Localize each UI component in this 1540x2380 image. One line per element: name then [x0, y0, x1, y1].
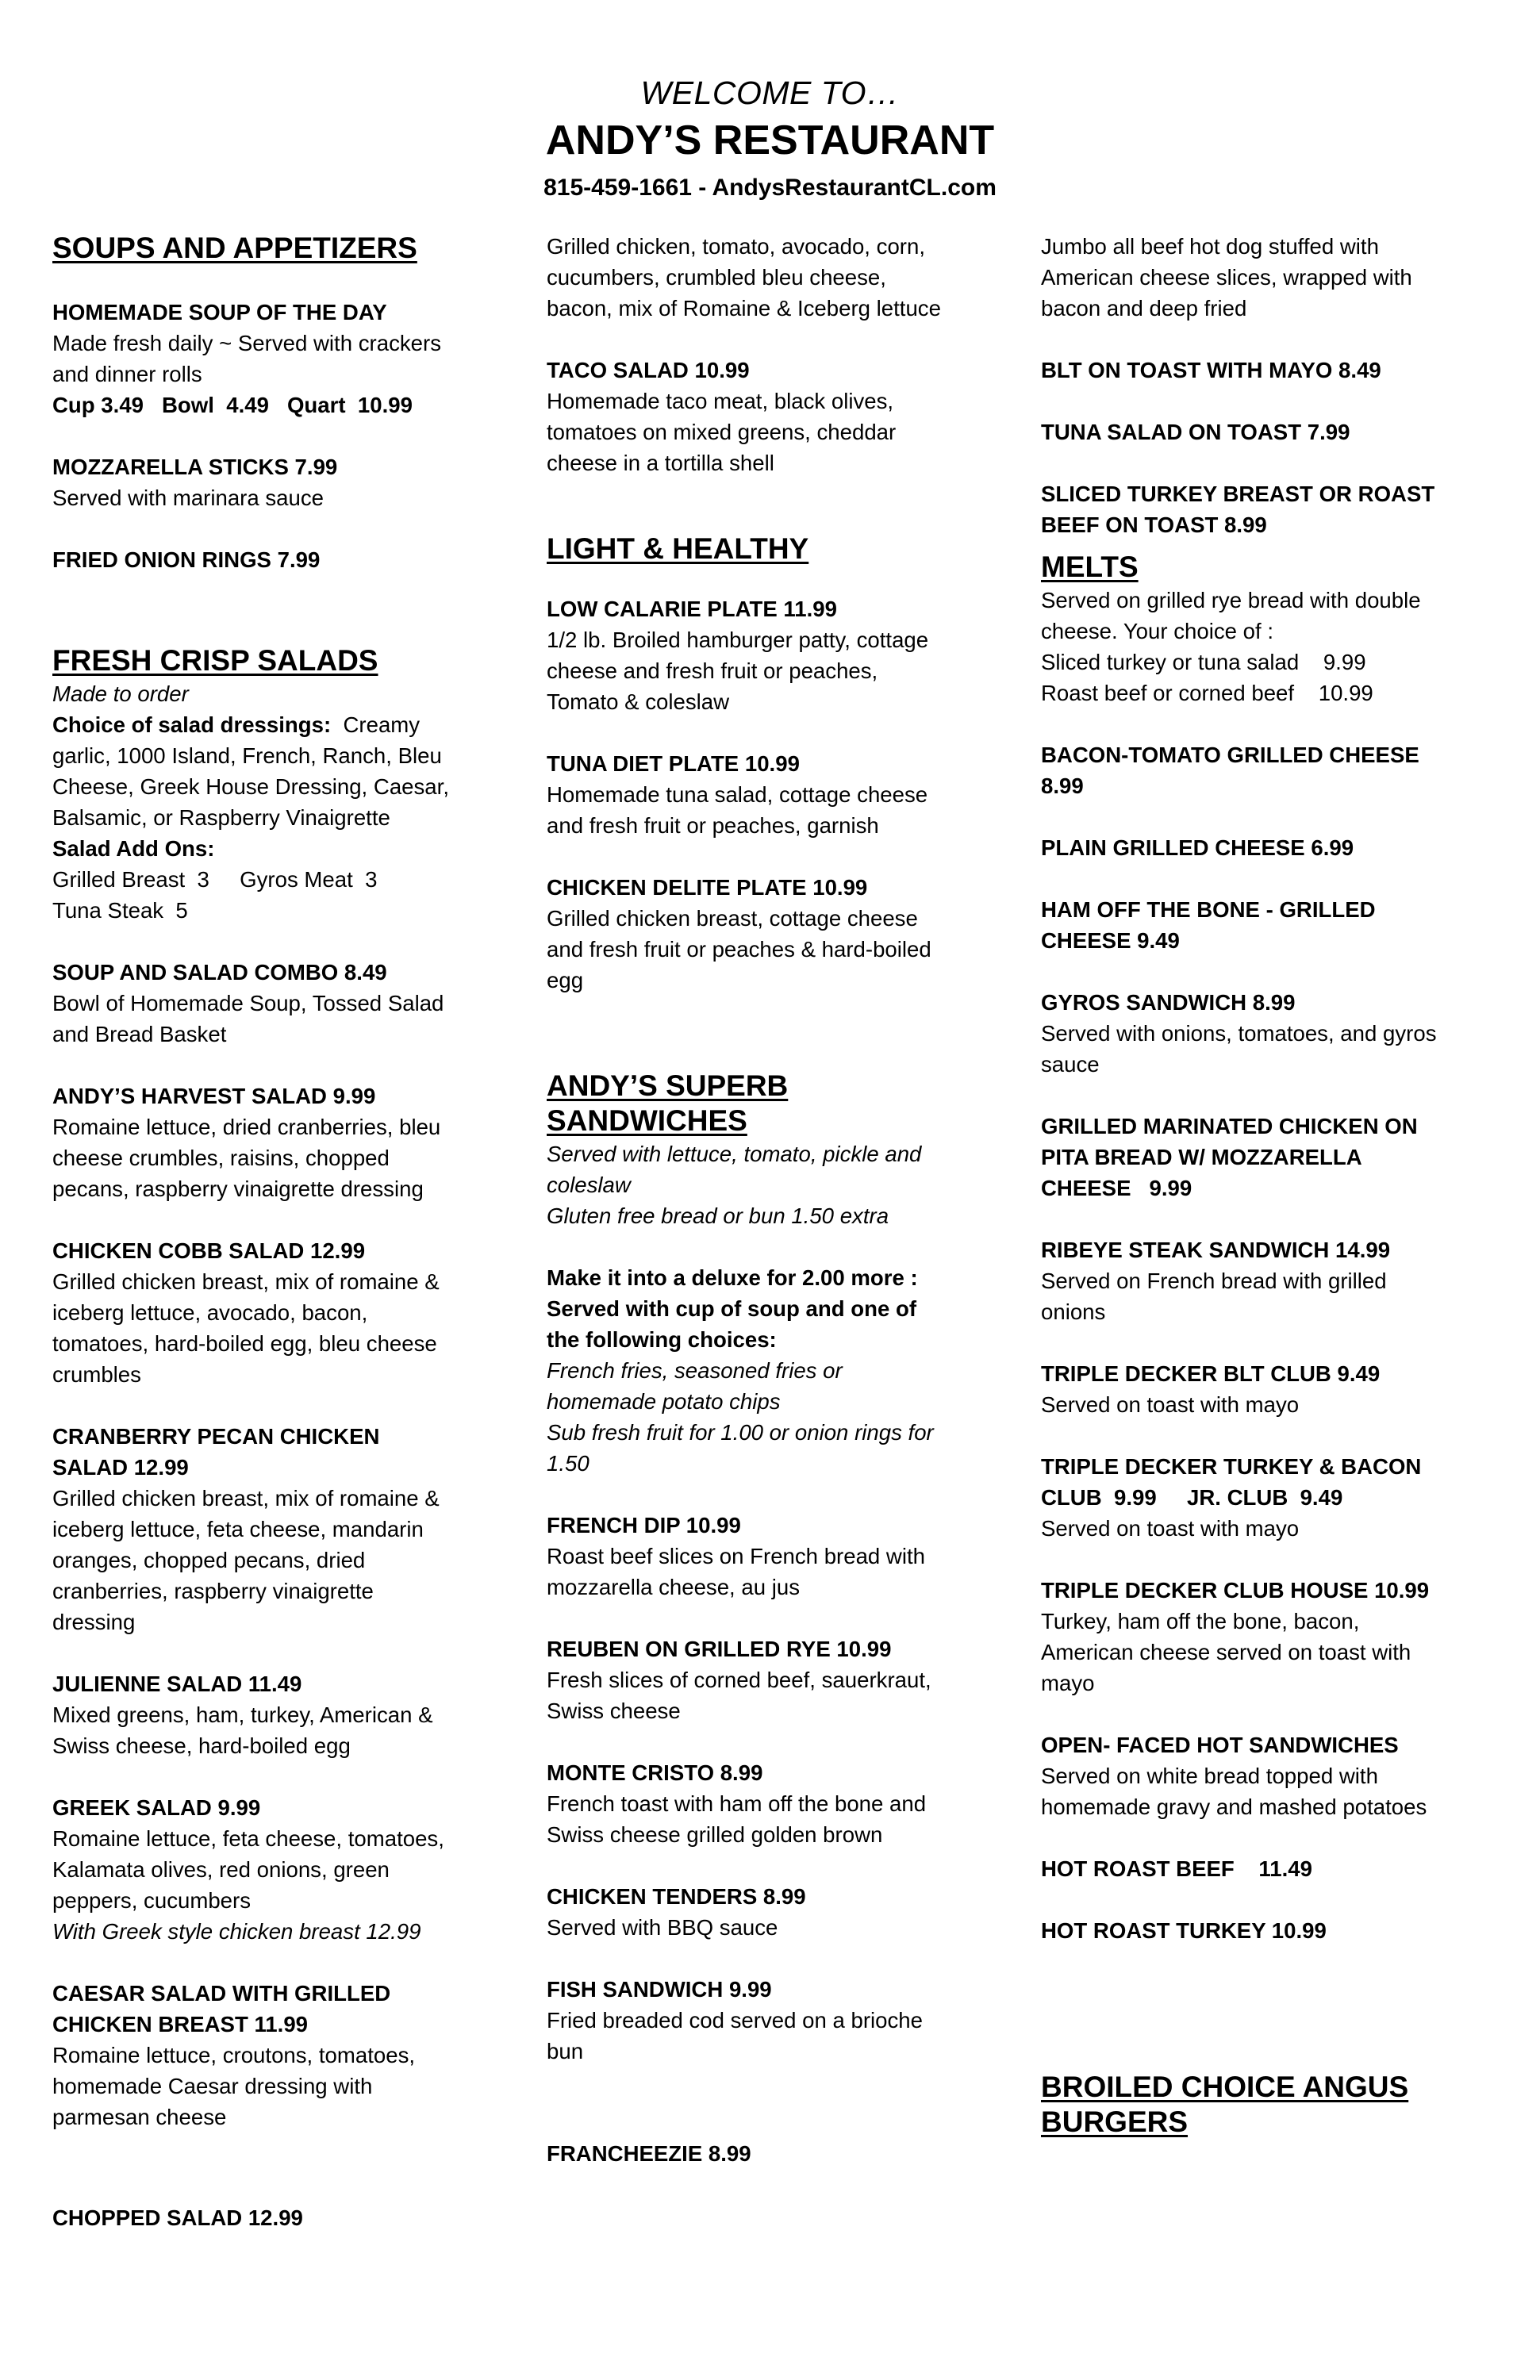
- item-desc: 1/2 lb. Broiled hamburger patty, cottage: [547, 628, 929, 652]
- item-prices: Cup 3.49 Bowl 4.49 Quart 10.99: [52, 393, 413, 417]
- item-desc: Served on grilled rye bread with double: [1041, 588, 1421, 612]
- section-note: Served with lettuce, tomato, pickle and: [547, 1142, 922, 1166]
- section-title-burgers-2: BURGERS: [1041, 2106, 1189, 2138]
- item-name: RIBEYE STEAK SANDWICH 14.99: [1041, 1238, 1391, 1262]
- item-desc: American cheese slices, wrapped with: [1041, 265, 1412, 290]
- section-title-sandwiches-2: SANDWICHES: [547, 1104, 747, 1137]
- item-name: TRIPLE DECKER BLT CLUB 9.49: [1041, 1361, 1381, 1386]
- item-desc: Swiss cheese grilled golden brown: [547, 1822, 883, 1847]
- menu-header: [0, 73, 1540, 205]
- item-name: OPEN- FACED HOT SANDWICHES: [1041, 1733, 1399, 1757]
- item-name: HOT ROAST TURKEY 10.99: [1041, 1918, 1327, 1943]
- item-name: CRANBERRY PECAN CHICKEN: [52, 1424, 380, 1449]
- item-desc: tomatoes, hard-boiled egg, bleu cheese: [52, 1331, 437, 1356]
- dressings-label: Choice of salad dressings:: [52, 712, 332, 737]
- item-desc: Sliced turkey or tuna salad 9.99: [1041, 650, 1366, 674]
- item-desc: peppers, cucumbers: [52, 1888, 252, 1913]
- item-desc: mozzarella cheese, au jus: [547, 1575, 801, 1599]
- addons-line: Grilled Breast 3 Gyros Meat 3: [52, 867, 378, 892]
- item-desc: Mixed greens, ham, turkey, American &: [52, 1702, 433, 1727]
- item-desc: Served with onions, tomatoes, and gyros: [1041, 1021, 1437, 1046]
- deluxe-choice: homemade potato chips: [547, 1389, 781, 1414]
- item-desc: Grilled chicken breast, cottage cheese: [547, 906, 918, 931]
- menu-column-middle: [547, 231, 991, 2169]
- item-name: CHICKEN DELITE PLATE 10.99: [547, 875, 868, 900]
- section-title-soups: SOUPS AND APPETIZERS: [52, 232, 417, 264]
- item-desc: Served on toast with mayo: [1041, 1392, 1300, 1417]
- item-desc: Roast beef slices on French bread with: [547, 1544, 926, 1568]
- section-title-melts: MELTS: [1041, 551, 1139, 583]
- item-desc: pecans, raspberry vinaigrette dressing: [52, 1177, 424, 1201]
- addons-line: Tuna Steak 5: [52, 898, 188, 923]
- item-desc: Swiss cheese, hard-boiled egg: [52, 1733, 351, 1758]
- item-desc: cranberries, raspberry vinaigrette: [52, 1579, 374, 1603]
- item-desc: homemade Caesar dressing with: [52, 2074, 373, 2098]
- item-name: TRIPLE DECKER CLUB HOUSE 10.99: [1041, 1578, 1430, 1603]
- item-desc: Grilled chicken breast, mix of romaine &: [52, 1486, 440, 1511]
- item-name: ANDY’S HARVEST SALAD 9.99: [52, 1084, 376, 1108]
- item-desc: cheese and fresh fruit or peaches,: [547, 658, 878, 683]
- item-desc: Grilled chicken breast, mix of romaine &: [52, 1269, 440, 1294]
- item-desc: garlic, 1000 Island, French, Ranch, Bleu: [52, 743, 442, 768]
- item-name: PLAIN GRILLED CHEESE 6.99: [1041, 835, 1354, 860]
- item-name: CHICKEN COBB SALAD 12.99: [52, 1238, 366, 1263]
- item-desc: Cheese, Greek House Dressing, Caesar,: [52, 774, 449, 799]
- item-name: SOUP AND SALAD COMBO 8.49: [52, 960, 387, 985]
- item-name: CLUB 9.99 JR. CLUB 9.49: [1041, 1485, 1343, 1510]
- item-desc: iceberg lettuce, avocado, bacon,: [52, 1300, 368, 1325]
- item-desc: Tomato & coleslaw: [547, 689, 730, 714]
- item-desc: Served on French bread with grilled: [1041, 1269, 1387, 1293]
- item-desc: Jumbo all beef hot dog stuffed with: [1041, 234, 1379, 259]
- item-name: CAESAR SALAD WITH GRILLED: [52, 1981, 391, 2006]
- item-name: HAM OFF THE BONE - GRILLED: [1041, 897, 1376, 922]
- deluxe-choice: Sub fresh fruit for 1.00 or onion rings for: [547, 1420, 934, 1445]
- item-name: CHEESE 9.49: [1041, 928, 1180, 953]
- item-desc: Roast beef or corned beef 10.99: [1041, 681, 1373, 705]
- item-desc: French toast with ham off the bone and: [547, 1791, 927, 1816]
- deluxe-text: the following choices:: [547, 1327, 777, 1352]
- item-desc: Romaine lettuce, feta cheese, tomatoes,: [52, 1826, 444, 1851]
- item-desc: cheese in a tortilla shell: [547, 451, 774, 475]
- item-name: CHOPPED SALAD 12.99: [52, 2205, 303, 2230]
- item-name: CHICKEN TENDERS 8.99: [547, 1884, 806, 1909]
- item-desc: and Bread Basket: [52, 1022, 227, 1046]
- item-desc: cheese. Your choice of :: [1041, 619, 1274, 643]
- item-desc: oranges, chopped pecans, dried: [52, 1548, 366, 1572]
- item-desc: Kalamata olives, red onions, green: [52, 1857, 390, 1882]
- dressings-line: [52, 709, 497, 740]
- item-name: FRENCH DIP 10.99: [547, 1513, 741, 1537]
- item-name: CHICKEN BREAST 11.99: [52, 2012, 309, 2036]
- item-desc: Homemade tuna salad, cottage cheese: [547, 782, 928, 807]
- section-title-light: LIGHT & HEALTHY: [547, 532, 809, 565]
- item-name: TACO SALAD 10.99: [547, 358, 750, 382]
- item-desc: cucumbers, crumbled bleu cheese,: [547, 265, 886, 290]
- item-desc: Turkey, ham off the bone, bacon,: [1041, 1609, 1360, 1633]
- item-desc: parmesan cheese: [52, 2105, 227, 2129]
- section-title-burgers: BROILED CHOICE ANGUS: [1041, 2071, 1409, 2103]
- item-desc: Served with marinara sauce: [52, 486, 325, 510]
- item-name: TUNA SALAD ON TOAST 7.99: [1041, 420, 1350, 444]
- item-desc: egg: [547, 968, 584, 992]
- item-name: REUBEN ON GRILLED RYE 10.99: [547, 1637, 892, 1661]
- item-desc: Served on white bread topped with: [1041, 1764, 1378, 1788]
- item-desc: iceberg lettuce, feta cheese, mandarin: [52, 1517, 424, 1541]
- item-desc: Bowl of Homemade Soup, Tossed Salad: [52, 991, 444, 1015]
- item-name: BACON-TOMATO GRILLED CHEESE: [1041, 743, 1419, 767]
- item-name: SALAD 12.99: [52, 1455, 189, 1480]
- section-title-sandwiches: ANDY’S SUPERB: [547, 1069, 789, 1102]
- menu-column-left: [52, 231, 497, 2233]
- item-desc: and fresh fruit or peaches, garnish: [547, 813, 879, 838]
- item-name: GRILLED MARINATED CHICKEN ON: [1041, 1114, 1418, 1138]
- item-desc: Served on toast with mayo: [1041, 1516, 1300, 1541]
- item-name: MOZZARELLA STICKS 7.99: [52, 455, 338, 479]
- dressings-first: Creamy: [331, 712, 421, 737]
- item-desc: Served with BBQ sauce: [547, 1915, 778, 1940]
- addons-label: Salad Add Ons:: [52, 836, 215, 861]
- item-desc: crumbles: [52, 1362, 141, 1387]
- deluxe-choice: French fries, seasoned fries or: [547, 1358, 843, 1383]
- deluxe-choice: 1.50: [547, 1451, 590, 1476]
- item-desc: Swiss cheese: [547, 1699, 681, 1723]
- section-note: coleslaw: [547, 1173, 631, 1197]
- item-desc: and fresh fruit or peaches & hard-boiled: [547, 937, 931, 962]
- item-desc: and dinner rolls: [52, 362, 202, 386]
- item-desc: Romaine lettuce, dried cranberries, bleu: [52, 1115, 441, 1139]
- item-desc: Fried breaded cod served on a brioche: [547, 2008, 923, 2033]
- item-desc: Homemade taco meat, black olives,: [547, 389, 894, 413]
- item-name: BLT ON TOAST WITH MAYO 8.49: [1041, 358, 1381, 382]
- item-name: JULIENNE SALAD 11.49: [52, 1672, 302, 1696]
- welcome-text: WELCOME TO…: [640, 75, 900, 111]
- item-name: GREEK SALAD 9.99: [52, 1795, 261, 1820]
- item-desc: Grilled chicken, tomato, avocado, corn,: [547, 234, 925, 259]
- item-name: LOW CALARIE PLATE 11.99: [547, 597, 837, 621]
- item-name: SLICED TURKEY BREAST OR ROAST: [1041, 482, 1435, 506]
- item-name: MONTE CRISTO 8.99: [547, 1760, 763, 1785]
- item-name: 8.99: [1041, 774, 1084, 798]
- section-note: Gluten free bread or bun 1.50 extra: [547, 1203, 889, 1228]
- item-name: PITA BREAD W/ MOZZARELLA: [1041, 1145, 1362, 1169]
- item-desc: mayo: [1041, 1671, 1095, 1695]
- item-name: BEEF ON TOAST 8.99: [1041, 512, 1267, 537]
- item-desc: Fresh slices of corned beef, sauerkraut,: [547, 1668, 931, 1692]
- item-desc: Made fresh daily ~ Served with crackers: [52, 331, 441, 355]
- deluxe-text: Served with cup of soup and one of: [547, 1296, 917, 1321]
- restaurant-name: ANDY’S RESTAURANT: [545, 117, 995, 163]
- item-desc: bacon, mix of Romaine & Iceberg lettuce: [547, 296, 941, 321]
- item-name: FRANCHEEZIE 8.99: [547, 2141, 751, 2166]
- item-name: CHEESE 9.99: [1041, 1176, 1192, 1200]
- item-name: HOMEMADE SOUP OF THE DAY: [52, 300, 387, 324]
- item-desc: onions: [1041, 1299, 1106, 1324]
- menu-column-right: [1041, 231, 1485, 2140]
- item-name: HOT ROAST BEEF 11.49: [1041, 1856, 1312, 1881]
- item-desc: tomatoes on mixed greens, cheddar: [547, 420, 897, 444]
- item-desc: American cheese served on toast with: [1041, 1640, 1411, 1664]
- section-note: Made to order: [52, 681, 189, 706]
- item-desc: bacon and deep fried: [1041, 296, 1247, 321]
- item-name: FRIED ONION RINGS 7.99: [52, 547, 321, 572]
- item-note: With Greek style chicken breast 12.99: [52, 1919, 421, 1944]
- deluxe-text: Make it into a deluxe for 2.00 more :: [547, 1265, 918, 1290]
- section-title-salads: FRESH CRISP SALADS: [52, 644, 378, 677]
- item-name: TUNA DIET PLATE 10.99: [547, 751, 800, 776]
- contact-line: 815-459-1661 - AndysRestaurantCL.com: [543, 175, 997, 201]
- item-desc: cheese crumbles, raisins, chopped: [52, 1146, 390, 1170]
- item-desc: bun: [547, 2039, 584, 2063]
- item-desc: dressing: [52, 1610, 136, 1634]
- item-name: TRIPLE DECKER TURKEY & BACON: [1041, 1454, 1422, 1479]
- item-name: GYROS SANDWICH 8.99: [1041, 990, 1296, 1015]
- item-desc: Romaine lettuce, croutons, tomatoes,: [52, 2043, 416, 2067]
- item-desc: Balsamic, or Raspberry Vinaigrette: [52, 805, 390, 830]
- item-desc: homemade gravy and mashed potatoes: [1041, 1795, 1427, 1819]
- item-name: FISH SANDWICH 9.99: [547, 1977, 772, 2002]
- item-desc: sauce: [1041, 1052, 1100, 1077]
